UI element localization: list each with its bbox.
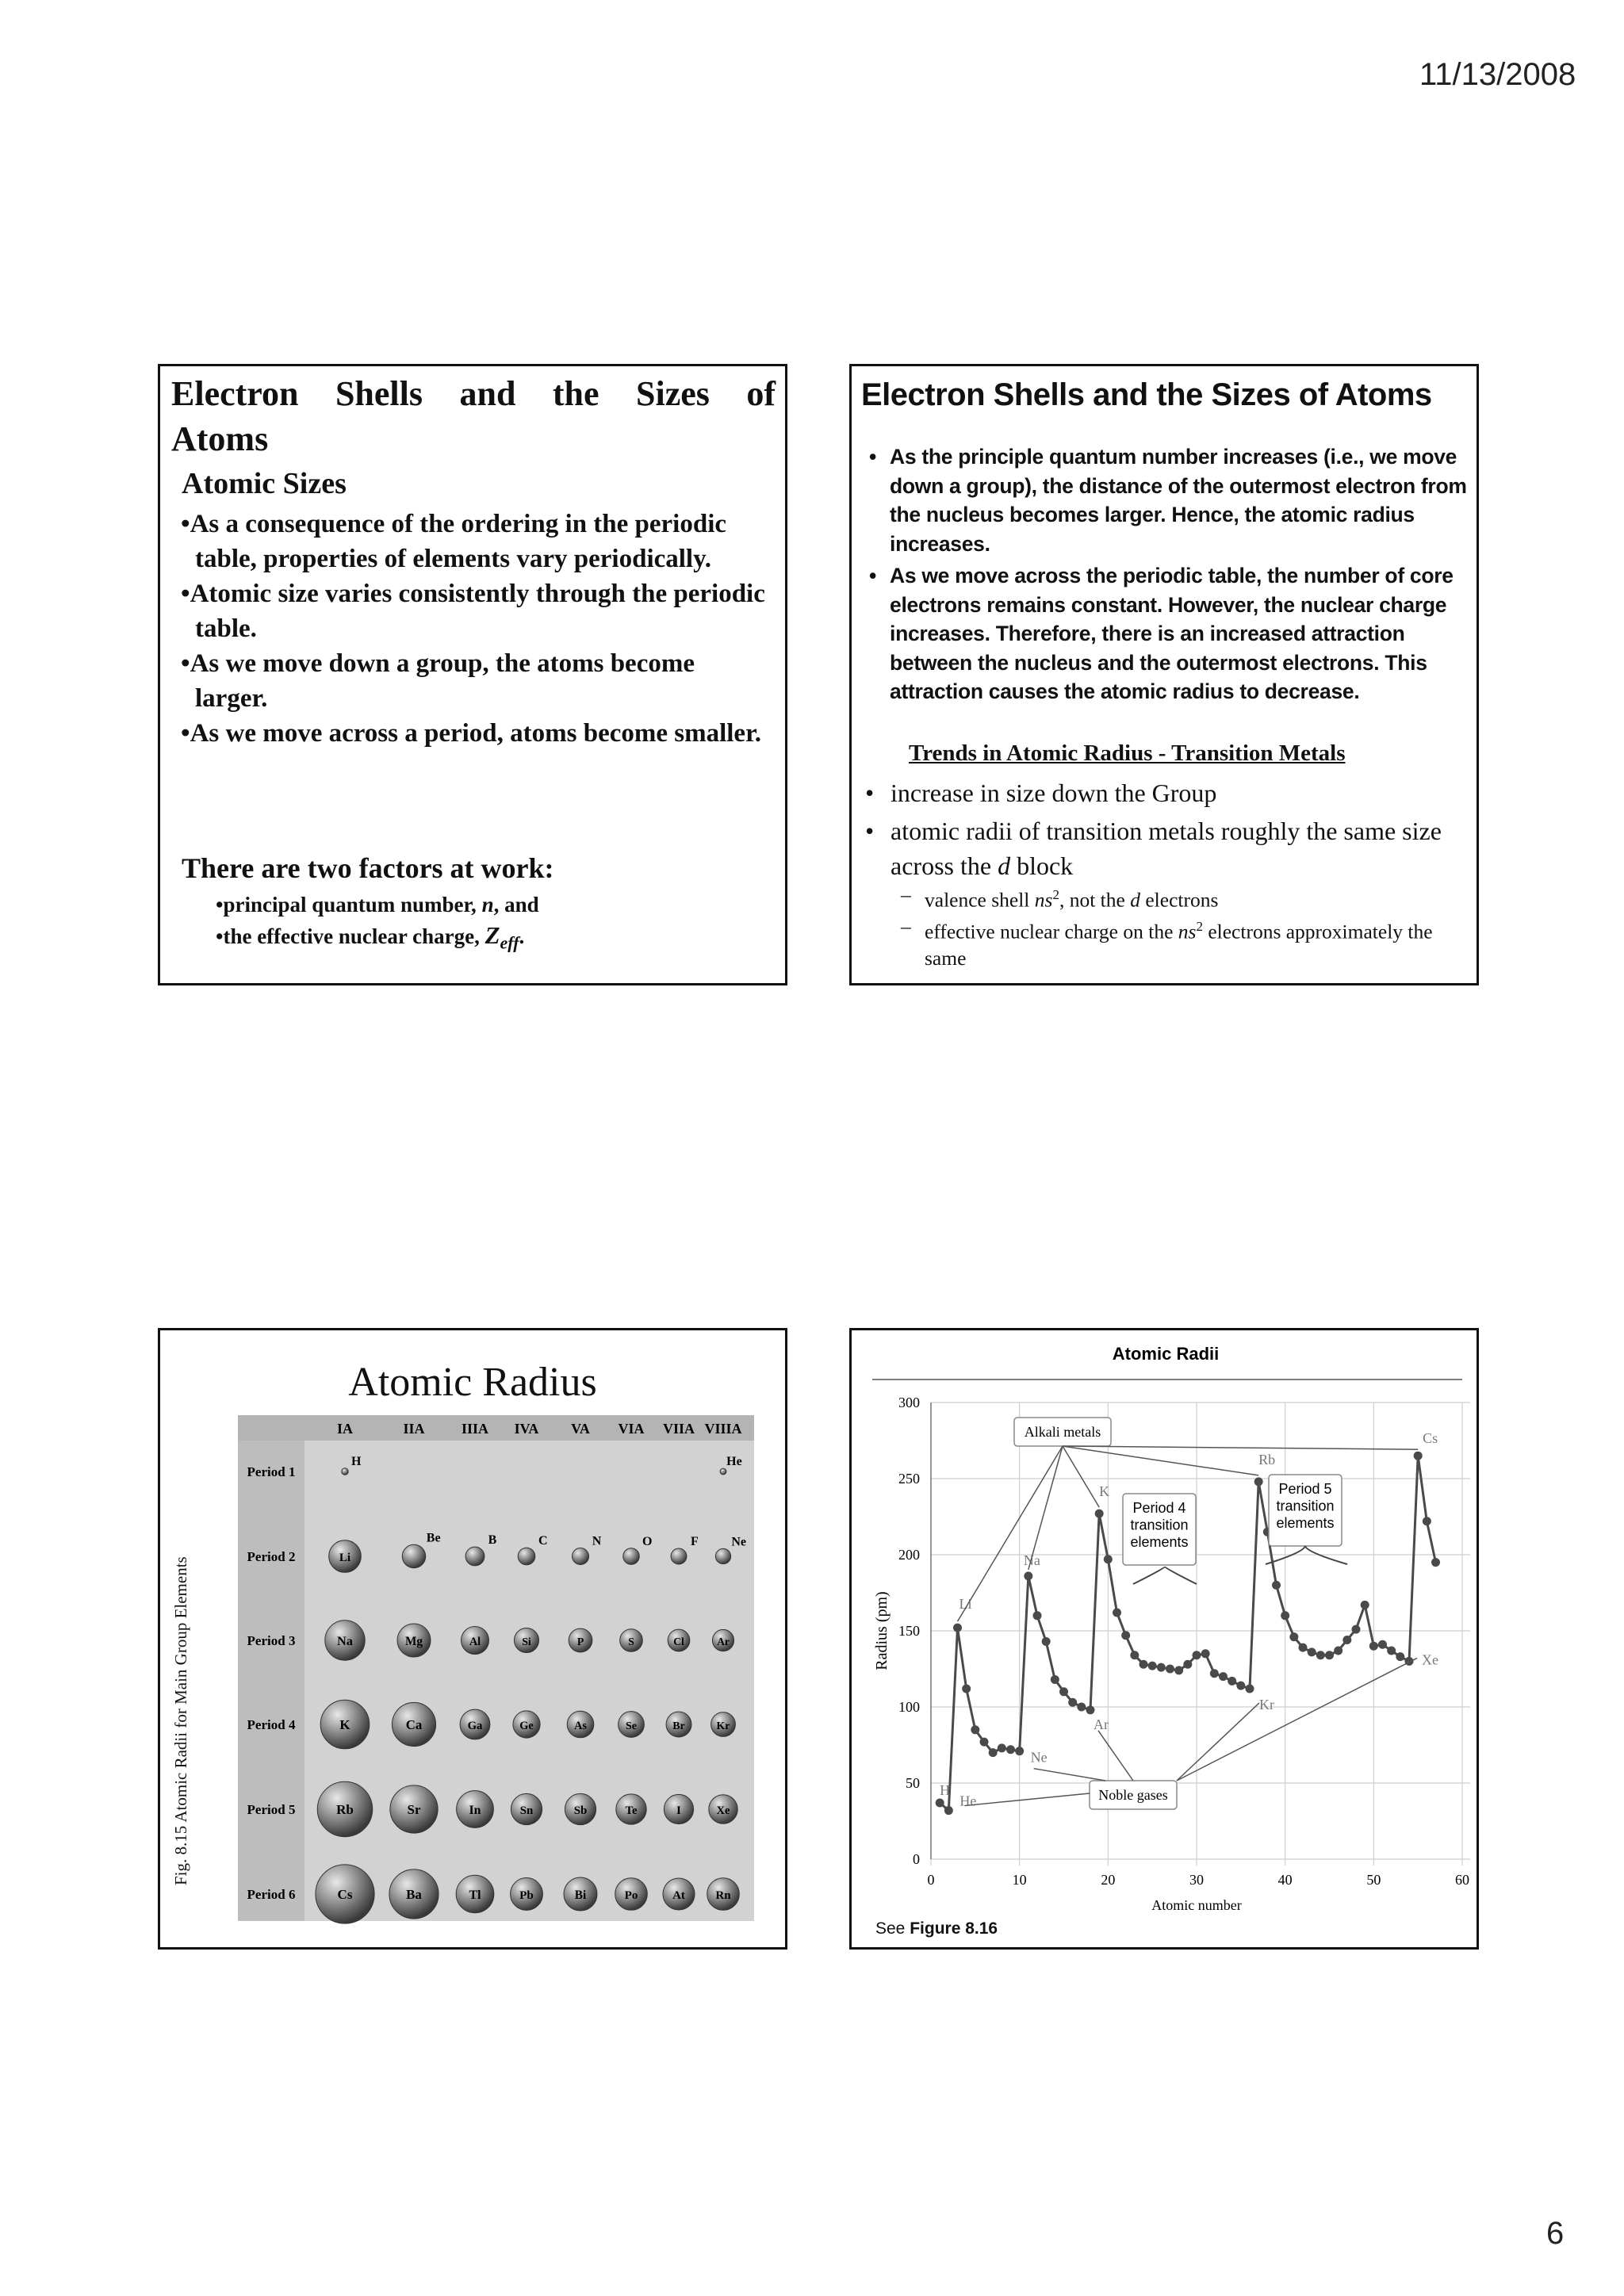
slide1-title-line1: Electron Shells and the Sizes of	[171, 374, 776, 413]
y-tick-label: 300	[898, 1395, 920, 1410]
y-tick-label: 0	[913, 1851, 920, 1867]
group-label: IVA	[514, 1421, 539, 1437]
element-symbol: Bi	[574, 1888, 587, 1902]
atom-sphere	[720, 1468, 726, 1475]
element-symbol: Al	[469, 1636, 481, 1648]
data-point	[1396, 1652, 1404, 1661]
slide-atomic-radii-chart	[849, 1328, 1479, 1950]
data-point	[1059, 1687, 1068, 1696]
element-symbol: Ar	[717, 1636, 730, 1647]
element-symbol: Te	[625, 1804, 638, 1817]
element-symbol: Rn	[715, 1889, 731, 1902]
slide-atomic-radius-table	[158, 1328, 787, 1950]
data-point	[1086, 1705, 1095, 1714]
group-label: IA	[336, 1421, 354, 1437]
period4-callout-text: Period 4	[1132, 1500, 1186, 1516]
list-item: •As we move across a period, atoms become smaller.	[181, 719, 761, 748]
element-symbol: Tl	[469, 1888, 481, 1902]
data-point	[998, 1743, 1006, 1752]
data-point	[1272, 1581, 1281, 1590]
element-symbol: Na	[337, 1633, 353, 1648]
data-point	[989, 1748, 998, 1757]
period5-callout-text: elements	[1276, 1515, 1335, 1532]
data-point	[1361, 1601, 1369, 1609]
atom-sphere	[623, 1548, 639, 1564]
element-symbol: Sb	[573, 1804, 588, 1817]
y-axis-label: Radius (pm)	[873, 1591, 891, 1670]
element-symbol: Ge	[519, 1720, 534, 1732]
atom-sphere	[402, 1544, 425, 1567]
data-point	[1201, 1649, 1210, 1658]
data-point	[1174, 1666, 1183, 1674]
data-point	[1121, 1631, 1130, 1640]
period-label: Period 6	[247, 1887, 296, 1902]
element-symbol: Mg	[404, 1635, 423, 1648]
element-point-label: K	[1099, 1483, 1110, 1500]
period-label: Period 4	[247, 1717, 296, 1732]
data-point	[1130, 1651, 1139, 1659]
figure-reference: See Figure 8.16	[875, 1919, 998, 1938]
data-point	[1042, 1637, 1051, 1646]
slide-electron-shells-details	[849, 364, 1479, 985]
slide-electron-shells-text	[158, 364, 787, 985]
alkali-metals-callout-text: Alkali metals	[1024, 1424, 1101, 1440]
x-tick-label: 0	[927, 1872, 935, 1888]
data-point	[1308, 1647, 1316, 1656]
data-point	[1051, 1675, 1059, 1684]
x-tick-label: 30	[1189, 1872, 1204, 1888]
data-point	[1236, 1682, 1245, 1690]
periodic-radius-figure	[160, 1330, 785, 1947]
element-symbol: P	[576, 1636, 584, 1647]
element-symbol: Rb	[336, 1802, 354, 1817]
page-number: 6	[1546, 2216, 1565, 2251]
element-symbol: Ne	[731, 1535, 746, 1549]
data-point	[1414, 1452, 1423, 1460]
data-point	[1068, 1698, 1077, 1707]
atom-sphere	[465, 1547, 485, 1566]
data-point	[1024, 1571, 1032, 1580]
trend-point-2: • atomic radii of transition metals roughly the same size across the d block	[865, 817, 1442, 880]
header-date: 11/13/2008	[1419, 57, 1576, 92]
group-label: VIA	[618, 1421, 645, 1437]
data-point	[1015, 1747, 1024, 1755]
element-point-label: Rb	[1258, 1451, 1276, 1468]
period5-callout-text: Period 5	[1278, 1481, 1332, 1497]
period4-callout-text: transition	[1130, 1517, 1189, 1533]
group-label: IIA	[403, 1421, 425, 1437]
data-point	[971, 1725, 979, 1734]
element-symbol: At	[672, 1889, 685, 1902]
slide3-title: Atomic Radius	[348, 1360, 597, 1405]
data-point	[1334, 1646, 1342, 1655]
data-point	[1193, 1651, 1201, 1659]
element-point-label: Na	[1023, 1552, 1040, 1568]
element-symbol: He	[726, 1455, 742, 1469]
data-point	[1352, 1625, 1361, 1634]
data-point	[1342, 1636, 1351, 1644]
y-tick-label: 50	[906, 1775, 920, 1791]
atomic-radii-chart	[852, 1330, 1477, 1947]
period-label-column	[238, 1415, 304, 1921]
element-symbol: In	[469, 1804, 481, 1817]
table-background	[238, 1415, 754, 1921]
element-symbol: Be	[426, 1531, 441, 1545]
y-tick-label: 150	[898, 1623, 920, 1639]
chart-title: Atomic Radii	[1112, 1344, 1220, 1364]
data-point	[953, 1624, 962, 1632]
element-point-label: H	[940, 1781, 951, 1798]
data-point	[1378, 1640, 1387, 1649]
data-point	[980, 1738, 989, 1747]
data-point	[1246, 1684, 1254, 1693]
element-symbol: Cl	[673, 1636, 684, 1647]
slide1-bullet-list	[181, 507, 768, 751]
element-point-label: Cs	[1423, 1430, 1438, 1447]
element-point-label: Li	[959, 1596, 972, 1613]
data-point	[1281, 1611, 1289, 1620]
group-label: VIIIA	[704, 1421, 742, 1437]
x-tick-label: 10	[1012, 1872, 1027, 1888]
data-point	[1148, 1662, 1157, 1670]
element-symbol: Li	[339, 1552, 351, 1564]
element-symbol: As	[574, 1720, 587, 1732]
data-point	[1228, 1677, 1236, 1686]
atom-sphere	[671, 1548, 687, 1564]
data-point	[1431, 1558, 1440, 1567]
element-symbol: Kr	[716, 1720, 730, 1732]
element-symbol: Se	[625, 1720, 638, 1732]
element-symbol: S	[628, 1636, 634, 1647]
group-label: VIIA	[662, 1421, 695, 1437]
data-point	[1006, 1745, 1015, 1754]
element-point-label: Kr	[1259, 1696, 1274, 1712]
data-point	[1113, 1608, 1121, 1617]
factor-quantum-number: •principal quantum number, n, and	[216, 893, 539, 916]
element-symbol: Pb	[519, 1889, 534, 1902]
data-point	[944, 1806, 953, 1815]
element-symbol: B	[488, 1533, 497, 1548]
element-symbol: Xe	[716, 1804, 730, 1817]
atom-sphere	[715, 1548, 730, 1563]
atom-sphere	[573, 1548, 589, 1565]
element-symbol: Ba	[406, 1887, 422, 1902]
element-point-label: Xe	[1422, 1651, 1438, 1668]
list-item: • As the principle quantum number increases (i.e., we move down a group), the distance of the outermost electron from the nucleus becomes larger. Hence, the atomic radius increases.	[869, 442, 1472, 558]
data-point	[1210, 1669, 1219, 1678]
x-tick-label: 40	[1277, 1872, 1293, 1888]
data-point	[1316, 1651, 1325, 1659]
atom-sphere	[518, 1548, 535, 1565]
slide1-subheading: Atomic Sizes	[182, 467, 347, 500]
data-point	[1369, 1642, 1378, 1651]
data-point	[1104, 1555, 1113, 1563]
element-symbol: O	[642, 1534, 653, 1548]
data-point	[1423, 1517, 1431, 1525]
slide1-title-line2: Atoms	[171, 419, 269, 458]
x-axis-label: Atomic number	[1151, 1897, 1242, 1913]
atom-sphere	[342, 1468, 348, 1475]
data-point	[1219, 1672, 1228, 1681]
data-point	[962, 1684, 971, 1693]
element-symbol: Br	[672, 1720, 685, 1732]
trend-subpoint-2: – effective nuclear charge on the $ns^2$ electrons approximately the same	[901, 915, 1433, 970]
data-point	[1387, 1646, 1396, 1655]
element-symbol: F	[691, 1535, 699, 1549]
element-point-label: Ar	[1094, 1716, 1109, 1732]
trend-subpoint-1: – valence shell $ns^2$, not the d electrons	[901, 883, 1219, 912]
data-point	[1095, 1510, 1104, 1518]
y-tick-label: 200	[898, 1547, 920, 1563]
data-point	[1139, 1660, 1148, 1669]
period-label: Period 5	[247, 1802, 296, 1817]
factors-heading: There are two factors at work:	[182, 852, 554, 884]
element-point-label: He	[959, 1793, 977, 1809]
element-symbol: K	[339, 1717, 350, 1732]
period5-callout-text: transition	[1276, 1498, 1335, 1514]
element-symbol: Ca	[405, 1717, 423, 1732]
data-point	[1254, 1477, 1263, 1486]
period4-callout-text: elements	[1130, 1534, 1189, 1551]
data-point	[1289, 1632, 1298, 1641]
element-symbol: Ga	[467, 1720, 483, 1732]
period-label: Period 2	[247, 1549, 296, 1564]
data-point	[1325, 1651, 1334, 1659]
element-symbol: Po	[624, 1889, 638, 1902]
data-point	[1299, 1644, 1308, 1652]
factor-effective-charge: •the effective nuclear charge, $Z_{eff}$.	[216, 921, 525, 953]
list-item: •As a consequence of the ordering in the periodic table, properties of elements vary periodically.	[181, 510, 727, 573]
figure-caption: Fig. 8.15 Atomic Radii for Main Group Elements	[171, 1556, 190, 1885]
element-symbol: N	[592, 1534, 602, 1548]
slide2-bullet-list	[869, 442, 1472, 710]
data-point	[1077, 1703, 1086, 1712]
slide2-title: Electron Shells and the Sizes of Atoms	[861, 377, 1432, 412]
element-symbol: Cs	[337, 1887, 353, 1902]
y-tick-label: 100	[898, 1699, 920, 1715]
group-label: VA	[571, 1421, 590, 1437]
x-tick-label: 60	[1455, 1872, 1469, 1888]
data-point	[1157, 1663, 1166, 1672]
element-symbol: H	[350, 1454, 362, 1468]
element-symbol: Si	[522, 1636, 531, 1648]
list-item: •As we move down a group, the atoms become larger.	[181, 649, 695, 713]
period-label: Period 1	[247, 1464, 296, 1479]
noble-gases-callout-text: Noble gases	[1098, 1787, 1168, 1803]
data-point	[1033, 1611, 1042, 1620]
x-tick-label: 20	[1101, 1872, 1116, 1888]
y-tick-label: 250	[898, 1471, 920, 1487]
trends-heading: Trends in Atomic Radius - Transition Metals	[909, 740, 1346, 766]
element-symbol: Sn	[519, 1804, 534, 1817]
trend-point-1: • increase in size down the Group	[865, 779, 1217, 807]
element-point-label: Ne	[1030, 1749, 1048, 1766]
element-symbol: Sr	[407, 1802, 421, 1817]
group-label: IIIA	[461, 1421, 489, 1437]
data-point	[1166, 1665, 1174, 1674]
list-item: • As we move across the periodic table, the number of core electrons remains constant. However, the nuclear charge increases. Therefore, there is an increased attraction between the nucleus and the outermost electrons. This attraction causes the atomic radius to decrease.	[869, 561, 1472, 706]
element-symbol: I	[676, 1804, 681, 1817]
list-item: •Atomic size varies consistently through the periodic table.	[181, 580, 765, 643]
element-symbol: C	[538, 1534, 548, 1548]
data-point	[1183, 1660, 1192, 1669]
x-tick-label: 50	[1366, 1872, 1381, 1888]
period-label: Period 3	[247, 1633, 296, 1648]
data-point	[936, 1798, 944, 1807]
